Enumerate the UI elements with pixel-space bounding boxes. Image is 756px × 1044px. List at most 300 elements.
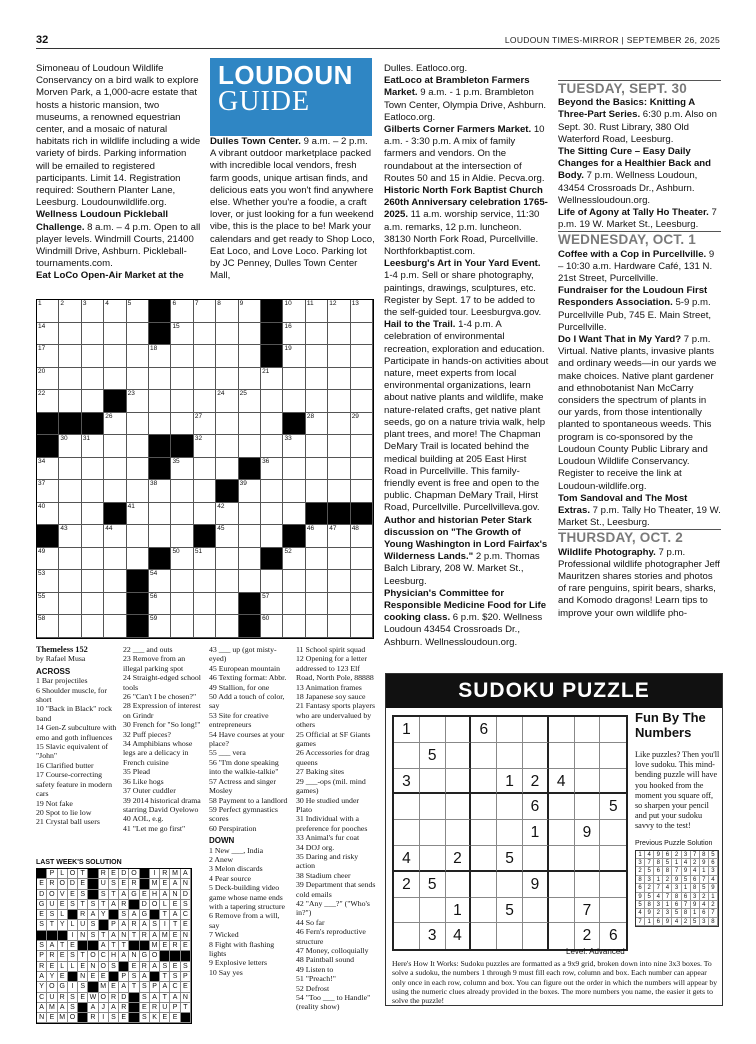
column-3 — [384, 63, 549, 649]
sudoku-cell — [420, 717, 446, 743]
crossword-cell — [306, 615, 328, 638]
crossword-cell — [328, 323, 350, 346]
prev-solution-label: Previous Puzzle Solution — [635, 839, 713, 847]
solution-cell: R — [150, 1003, 160, 1013]
solution-cell: R — [119, 1003, 129, 1013]
crossword-cell — [37, 300, 59, 323]
sudoku-cell: 5 — [420, 872, 446, 898]
prev-solution-cell: 3 — [700, 918, 709, 926]
solution-black-cell — [78, 1013, 88, 1023]
solution-black-cell — [88, 879, 98, 889]
crossword-cell — [59, 323, 81, 346]
event-title: Hail to the Trail. — [384, 319, 456, 331]
event-text: 7 p.m. Wellness Loudoun, 43454 Crossroads Dr., Ashburn. Wellnessloudoun.org. — [558, 170, 698, 206]
prev-solution-cell: 9 — [636, 893, 645, 901]
solution-cell: O — [150, 951, 160, 961]
crossword-cell — [351, 548, 373, 571]
event-title: EatLoco at Brambleton Farmers Market. — [384, 75, 530, 99]
solution-cell: Y — [37, 982, 47, 992]
clue: 29 ___-ops (mil. mind games) — [296, 776, 366, 796]
crossword-row — [37, 323, 373, 346]
crossword-cell — [239, 435, 261, 458]
crossword-cell — [283, 480, 305, 503]
clue: 27 Baking sites — [296, 767, 345, 777]
solution-cell: E — [68, 941, 78, 951]
crossword-row — [37, 525, 373, 548]
sudoku-cell — [575, 743, 601, 769]
solution-cell: M — [170, 869, 180, 879]
solution-cell: A — [181, 869, 191, 879]
clue-number: 8 — [217, 300, 221, 307]
crossword-cell — [59, 525, 81, 548]
clue: 35 Daring and risky action — [296, 851, 359, 871]
crossword-cell — [59, 390, 81, 413]
crossword-cell — [194, 413, 216, 436]
sudoku-side-title: Fun By The Numbers — [635, 710, 706, 740]
crossword-row — [37, 435, 373, 458]
clue-number: 58 — [38, 615, 46, 622]
clue-number: 37 — [38, 480, 46, 487]
crossword-cell — [149, 480, 171, 503]
sudoku-cell — [549, 898, 575, 924]
solution-cell: O — [47, 890, 57, 900]
solution-cell: E — [99, 972, 109, 982]
crossword-cell — [149, 615, 171, 638]
solution-cell: S — [140, 982, 150, 992]
sudoku-cell: 5 — [600, 794, 626, 820]
solution-cell: R — [78, 910, 88, 920]
crossword-cell — [216, 435, 238, 458]
solution-cell: S — [109, 1013, 119, 1023]
solution-cell: G — [58, 982, 68, 992]
clue-number: 7 — [194, 300, 199, 307]
solution-cell: N — [78, 972, 88, 982]
clue-number: 3 — [82, 300, 87, 307]
clue-number: 27 — [194, 412, 203, 420]
crossword-cell — [328, 525, 350, 548]
prev-solution-cell: 2 — [700, 893, 709, 901]
event-text: 9 a.m. – 2 p.m. A vibrant outdoor marketplace packed with incredible local vendors, fresh farm goods, unique artisan finds, and delicious eats you won't find anywhere else. Whether you're a foodie, a craft lover, or just looking for a fun weekend vibe, this is the place to be! Mark your calendars and get ready to Shop Loco, Eat Loco, and Love Loco. Parking lot by JC Penney, Dulles Town Center Mall, — [210, 136, 375, 282]
crossword-cell — [171, 548, 193, 571]
sudoku-cell: 9 — [523, 872, 549, 898]
crossword-cell — [328, 413, 350, 436]
solution-cell: H — [109, 951, 119, 961]
clue: 22 ___ and outs — [123, 645, 173, 654]
prev-solution-cell: 1 — [672, 859, 681, 867]
event-entry — [558, 547, 721, 620]
solution-cell: S — [68, 951, 78, 961]
prev-solution-cell: 7 — [636, 918, 645, 926]
crossword-cell — [82, 480, 104, 503]
prev-solution-cell: 5 — [645, 867, 654, 875]
solution-cell: G — [37, 900, 47, 910]
crossword-cell — [261, 480, 283, 503]
event-title: Physician's Committee for Responsible Medicine Food for Life cooking class. — [384, 587, 547, 624]
crossword-cell — [59, 480, 81, 503]
prev-solution-row — [636, 859, 718, 867]
clue: 17 Course-correcting safety feature in modern cars — [36, 770, 112, 799]
sudoku-cell: 4 — [549, 769, 575, 795]
crossword-cell — [283, 368, 305, 391]
solution-cell: E — [181, 941, 191, 951]
solution-cell: I — [99, 1013, 109, 1023]
crossword-cell — [82, 525, 104, 548]
clues-col-3 — [209, 645, 291, 977]
event-entry — [384, 258, 549, 319]
crossword-cell — [59, 593, 81, 616]
solution-black-cell — [181, 951, 191, 961]
solution-cell: A — [170, 879, 180, 889]
solution-cell: S — [109, 962, 119, 972]
crossword-cell — [59, 435, 81, 458]
sudoku-row — [394, 717, 626, 743]
sudoku-cell: 3 — [394, 769, 420, 795]
across-clues-a — [36, 676, 118, 827]
event-title: Dulles Town Center. — [210, 136, 301, 147]
sudoku-cell — [471, 769, 497, 795]
solution-row — [37, 1013, 191, 1023]
clue-number: 44 — [105, 525, 113, 532]
crossword-black-cell — [104, 503, 126, 526]
solution-cell: R — [88, 1013, 98, 1023]
crossword-cell — [351, 458, 373, 481]
solution-black-cell — [129, 993, 139, 1003]
sudoku-row — [394, 743, 626, 769]
crossword-cell — [171, 390, 193, 413]
clue-number: 47 — [329, 525, 337, 532]
crossword-black-cell — [328, 503, 350, 526]
sudoku-row — [394, 769, 626, 795]
solution-cell: N — [37, 1013, 47, 1023]
crossword-cell — [171, 525, 193, 548]
solution-cell: N — [181, 879, 191, 889]
event-entry — [384, 124, 549, 185]
page-number: 32 — [36, 34, 49, 46]
crossword-cell — [82, 300, 104, 323]
solution-cell: A — [47, 941, 57, 951]
prev-solution-cell: 3 — [672, 884, 681, 892]
solution-cell: D — [181, 890, 191, 900]
solution-cell: G — [140, 910, 150, 920]
solution-black-cell — [88, 982, 98, 992]
crossword-cell — [283, 435, 305, 458]
crossword-cell — [351, 480, 373, 503]
solution-black-cell — [129, 1013, 139, 1023]
sudoku-cell: 6 — [471, 717, 497, 743]
clue: 6 Shoulder muscle, for short — [36, 685, 108, 705]
solution-black-cell — [58, 931, 68, 941]
crossword-cell — [216, 300, 238, 323]
clue: 44 So far — [296, 917, 325, 927]
solution-cell: M — [150, 941, 160, 951]
clue-number: 51 — [194, 547, 203, 555]
solution-black-cell — [78, 941, 88, 951]
clue: 60 Perspiration — [209, 823, 257, 833]
crossword-cell — [194, 435, 216, 458]
crossword-cell — [194, 368, 216, 391]
solution-cell: O — [129, 869, 139, 879]
solution-cell: R — [140, 931, 150, 941]
clue: 1 New ___, India — [209, 845, 264, 855]
crossword-cell — [82, 368, 104, 391]
crossword-black-cell — [82, 413, 104, 436]
crossword-cell — [283, 593, 305, 616]
crossword-cell — [306, 390, 328, 413]
sudoku-cell — [549, 717, 575, 743]
solution-cell: T — [58, 941, 68, 951]
prev-solution-cell: 7 — [700, 876, 709, 884]
clue: 50 Add a touch of color, say — [209, 692, 285, 711]
clue: 57 Actress and singer Mosley — [209, 776, 276, 796]
crossword-cell — [328, 390, 350, 413]
sudoku-cell — [420, 820, 446, 846]
crossword-row — [37, 615, 373, 638]
sudoku-cell — [471, 923, 497, 949]
sudoku-cell — [600, 743, 626, 769]
clue-number: 9 — [239, 300, 244, 307]
solution-black-cell — [68, 910, 78, 920]
solution-cell: T — [170, 920, 180, 930]
crossword-black-cell — [239, 615, 261, 638]
clue: 54 Have courses at your place? — [209, 729, 285, 749]
event-entry — [558, 249, 721, 286]
prev-solution-cell: 5 — [645, 893, 654, 901]
clue-number: 4 — [105, 300, 109, 307]
clue: 19 Not fake — [36, 798, 73, 808]
solution-cell: E — [119, 1013, 129, 1023]
crossword-cell — [194, 503, 216, 526]
clue-number: 23 — [127, 390, 135, 397]
solution-cell: E — [68, 890, 78, 900]
prev-solution-cell: 8 — [636, 876, 645, 884]
sudoku-cell — [523, 898, 549, 924]
sudoku-row — [394, 923, 626, 949]
prev-solution-cell: 9 — [709, 884, 718, 892]
clue-number: 48 — [351, 525, 359, 532]
clue: 10 "Back in Black" rock band — [36, 704, 113, 723]
prev-solution-cell: 8 — [691, 884, 700, 892]
clue: 26 Accessories for drag queens — [296, 748, 370, 767]
crossword-cell — [306, 458, 328, 481]
crossword-cell — [149, 413, 171, 436]
solution-cell: S — [99, 890, 109, 900]
crossword-black-cell — [261, 345, 283, 368]
solution-cell: N — [170, 890, 180, 900]
prev-solution-cell: 3 — [645, 876, 654, 884]
prev-solution-cell: 2 — [645, 884, 654, 892]
sudoku-cell — [497, 872, 523, 898]
clue: 8 Fight with flashing lights — [209, 939, 275, 958]
sudoku-side-desc: Like puzzles? Then you'll love sudoku. This mind-bending puzzle will have you hooked from the moment you square off, so sharpen your pencil and put your sudoku savvy to the test! — [635, 750, 720, 831]
last-week-solution — [36, 859, 192, 1024]
prev-solution-cell: 8 — [700, 851, 709, 859]
crossword-cell — [82, 615, 104, 638]
solution-cell: S — [109, 879, 119, 889]
crossword-cell — [171, 300, 193, 323]
solution-cell: E — [181, 982, 191, 992]
crossword-cell — [328, 548, 350, 571]
crossword-cell — [82, 435, 104, 458]
event-entry — [558, 146, 721, 207]
sudoku-cell: 1 — [394, 717, 420, 743]
crossword-black-cell — [194, 525, 216, 548]
crossword-black-cell — [283, 413, 305, 436]
sudoku-cell: 2 — [394, 872, 420, 898]
crossword-cell — [82, 570, 104, 593]
solution-cell: E — [78, 962, 88, 972]
prev-solution-cell: 2 — [663, 876, 672, 884]
prev-solution-cell: 4 — [691, 867, 700, 875]
clue-number: 52 — [284, 547, 292, 555]
prev-solution-cell: 6 — [654, 918, 663, 926]
solution-cell: E — [88, 972, 98, 982]
clue: 31 Individual with a preference for pooches — [296, 814, 368, 833]
solution-black-cell — [140, 869, 150, 879]
crossword-black-cell — [149, 435, 171, 458]
solution-cell: A — [37, 1003, 47, 1013]
event-text: 7 p.m. Tally Ho Theater, 19 W. Market St., Leesburg. — [558, 504, 721, 529]
crossword-black-cell — [37, 413, 59, 436]
event-title: Wellness Loudoun Pickleball Challenge. — [36, 209, 169, 233]
crossword-cell — [351, 345, 373, 368]
solution-cell: C — [181, 910, 191, 920]
crossword-cell — [306, 435, 328, 458]
clue: 7 Wicked — [209, 930, 239, 940]
sudoku-cell — [394, 923, 420, 949]
crossword-cell — [37, 570, 59, 593]
clue: 5 Deck-building video game whose name ends with a tapering structure — [209, 883, 285, 911]
clue: 13 Animation frames — [296, 682, 362, 692]
crossword-cell — [104, 435, 126, 458]
event-entry — [558, 207, 721, 231]
crossword-cell — [127, 390, 149, 413]
clue: 38 Stadium cheer — [296, 870, 351, 880]
solution-cell: A — [129, 910, 139, 920]
prev-solution-cell: 8 — [645, 901, 654, 909]
prev-solution-cell: 9 — [700, 859, 709, 867]
crossword-cell — [37, 548, 59, 571]
sudoku-level: Level: Advanced — [566, 947, 625, 956]
clue: 12 Opening for a letter addressed to 123 Elf Road, North Pole, 88888 — [296, 654, 374, 683]
solution-cell: Y — [99, 910, 109, 920]
solution-cell: S — [140, 1013, 150, 1023]
clue: 3 Melon discards — [209, 864, 263, 874]
solution-row — [37, 941, 191, 951]
crossword-cell — [351, 593, 373, 616]
prev-solution-cell: 2 — [636, 867, 645, 875]
prev-solution-row — [636, 851, 718, 859]
prev-solution-cell: 2 — [709, 901, 718, 909]
sudoku-cell: 6 — [608, 927, 618, 945]
solution-cell: R — [129, 879, 139, 889]
clue-number: 24 — [217, 390, 225, 397]
clue-number: 26 — [105, 412, 113, 420]
crossword-cell — [328, 300, 350, 323]
event-entry — [384, 588, 549, 649]
clue-number: 46 — [306, 525, 315, 532]
crossword-cell — [239, 548, 261, 571]
crossword-cell — [261, 435, 283, 458]
sudoku-cell — [497, 820, 523, 846]
crossword-cell — [59, 570, 81, 593]
solution-row — [37, 962, 191, 972]
sudoku-cell — [446, 717, 472, 743]
event-text: 6 p.m. $20. Wellness Loudoun 43454 Crossroads Dr., Ashburn. Wellnessloudoun.org. — [384, 612, 543, 648]
sudoku-cell — [497, 717, 523, 743]
prev-solution-cell: 4 — [654, 893, 663, 901]
sudoku-cell: 9 — [575, 820, 601, 846]
sudoku-cell — [523, 846, 549, 872]
solution-black-cell — [150, 910, 160, 920]
crossword-cell — [239, 323, 261, 346]
solution-cell: Y — [58, 920, 68, 930]
loudoun-guide-logo — [210, 58, 372, 136]
solution-cell: O — [68, 869, 78, 879]
solution-cell: R — [58, 993, 68, 1003]
solution-black-cell — [99, 920, 109, 930]
solution-cell: T — [99, 931, 109, 941]
solution-cell: R — [140, 962, 150, 972]
event-title: Coffee with a Cop in Purcellville. — [558, 248, 707, 260]
solution-cell: E — [170, 900, 180, 910]
crossword-black-cell — [239, 458, 261, 481]
clue: 54 "Too ___ to Handle" (reality show) — [296, 993, 371, 1012]
solution-row — [37, 879, 191, 889]
crossword-cell — [194, 390, 216, 413]
clue: 30 French for "So long!" — [123, 720, 201, 730]
event-text: 9 – 10:30 a.m. Hardware Café, 131 N. 21st Street, Purcellville. — [558, 248, 715, 285]
clue-number: 29 — [351, 412, 359, 420]
clue-number: 20 — [38, 367, 46, 375]
last-week-grid — [36, 868, 192, 1024]
crossword-cell — [37, 345, 59, 368]
prev-solution-cell: 7 — [672, 867, 681, 875]
solution-cell: R — [109, 993, 119, 1003]
crossword-row — [37, 570, 373, 593]
crossword-cell — [283, 548, 305, 571]
solution-cell: R — [119, 900, 129, 910]
sudoku-cell: 1 — [523, 820, 549, 846]
solution-cell: P — [37, 951, 47, 961]
crossword-row — [37, 503, 373, 526]
clue: 16 Clarified butter — [36, 760, 94, 770]
solution-cell: A — [170, 910, 180, 920]
crossword-black-cell — [149, 300, 171, 323]
solution-cell: E — [170, 962, 180, 972]
clue: 52 Defrost — [296, 983, 330, 993]
crossword-black-cell — [127, 615, 149, 638]
crossword-cell — [127, 413, 149, 436]
solution-cell: U — [78, 920, 88, 930]
prev-solution-row — [636, 909, 718, 917]
crossword-cell — [306, 570, 328, 593]
clue: 58 Payment to a landlord — [209, 795, 288, 805]
event-text: Dulles. Eatloco.org. — [384, 63, 468, 74]
crossword-cell — [306, 548, 328, 571]
crossword-cell — [171, 368, 193, 391]
clue-number: 19 — [284, 345, 292, 352]
clue: 14 Gen-Z subculture with emo and goth influences — [36, 723, 117, 742]
solution-black-cell — [78, 1003, 88, 1013]
clues-col-1 — [36, 645, 118, 827]
solution-cell: E — [58, 972, 68, 982]
crossword-black-cell — [149, 458, 171, 481]
crossword-cell — [306, 525, 328, 548]
column-1 — [36, 63, 201, 283]
crossword-cell — [127, 435, 149, 458]
solution-black-cell — [47, 931, 57, 941]
solution-cell: M — [150, 879, 160, 889]
